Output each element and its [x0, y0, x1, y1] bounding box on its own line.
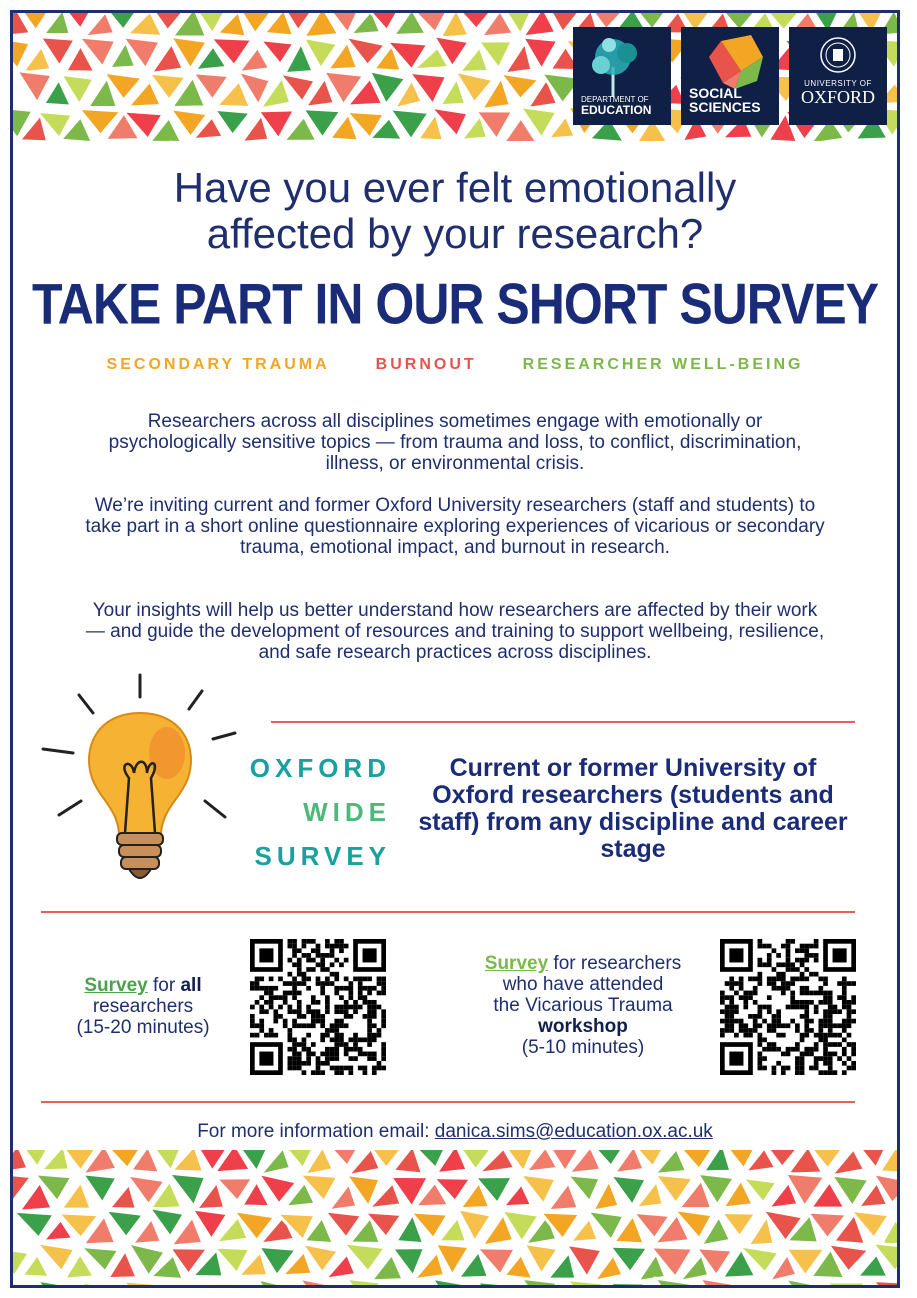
tag-burnout: BURNOUT: [375, 356, 477, 373]
mosaic-pattern: [13, 1150, 897, 1285]
invitation-paragraph: We’re inviting current and former Oxford University researchers (staff and students) to take part in a short online questionnaire exploring experiences of vicarious or secondary trauma, emotional impact, and burnout in research.: [85, 495, 825, 558]
university-of-oxford-logo: [789, 27, 887, 125]
divider-line: [41, 911, 855, 913]
ows-word-wide: WIDE: [303, 797, 391, 827]
poster-frame: [10, 10, 900, 1288]
mosaic-tile: [609, 1283, 645, 1285]
oxford-logo-line2: OXFORD: [800, 87, 875, 108]
crest-icon: [789, 27, 887, 125]
social-logo-line2: SCIENCES: [689, 99, 761, 116]
headline-line2: affected by your research?: [206, 210, 704, 257]
survey-workshop-block: [453, 953, 713, 1058]
survey-workshop-text3: the Vicarious Trauma: [493, 995, 673, 1016]
divider-line: [271, 721, 855, 723]
survey-all-bold: all: [180, 975, 202, 996]
qr-code-all-survey[interactable]: [250, 939, 386, 1075]
survey-all-text: for: [147, 975, 181, 996]
oxford-logo-line1: UNIVERSITY OF: [804, 78, 872, 88]
survey-all-duration: (15-20 minutes): [76, 1017, 210, 1038]
survey-all-text2: researchers: [92, 996, 194, 1017]
ows-word-survey: SURVEY: [254, 841, 391, 871]
department-of-education-logo: [573, 27, 671, 125]
insights-paragraph: Your insights will help us better understand how researchers are affected by their work — and guide the development of resources and training to support wellbeing, resilience, and safe research practices across disciplines.: [85, 600, 825, 663]
bottom-mosaic-banner: [13, 1150, 897, 1285]
headline-line1: Have you ever felt emotionally: [173, 164, 737, 211]
tag-secondary-trauma: SECONDARY TRAUMA: [106, 356, 330, 373]
logo-group: [573, 27, 887, 125]
mosaic-tile: [211, 1283, 252, 1285]
oxford-wide-survey-label: [213, 746, 391, 878]
mosaic-tile: [741, 1284, 778, 1285]
topic-tags: [13, 356, 897, 374]
headline: [13, 165, 897, 257]
survey-all-link[interactable]: Survey: [84, 975, 148, 996]
divider-line: [41, 1101, 855, 1103]
contact-email-link[interactable]: danica.sims@education.ox.ac.uk: [434, 1121, 713, 1142]
survey-workshop-link[interactable]: Survey: [484, 953, 549, 974]
intro-paragraph: Researchers across all disciplines sometimes engage with emotionally or psychologically sensitive topics — from trauma and loss, to conflict, discrimination, illness, or environmental crisis.: [108, 411, 802, 474]
contact-line: [13, 1121, 897, 1143]
survey-workshop-bold: workshop: [538, 1016, 628, 1037]
qr-code-workshop-survey[interactable]: [720, 939, 856, 1075]
target-audience: Current or former University of Oxford researchers (students and staff) from any discipline and career stage: [418, 754, 848, 863]
mosaic-tile: [873, 1280, 897, 1285]
education-logo-line2: EDUCATION: [581, 103, 652, 118]
social-sciences-logo: [681, 27, 779, 125]
education-logo-line1: DEPARTMENT OF: [581, 95, 649, 105]
mosaic-tile: [826, 1282, 865, 1285]
contact-label: For more information email:: [197, 1121, 435, 1142]
survey-workshop-duration: (5-10 minutes): [521, 1037, 645, 1058]
ows-word-oxford: OXFORD: [249, 753, 391, 783]
tag-researcher-wellbeing: RESEARCHER WELL-BEING: [522, 356, 804, 373]
survey-all-block: [53, 975, 233, 1038]
survey-workshop-text: for researchers: [548, 953, 682, 974]
social-logo-line1: SOCIAL: [689, 84, 742, 101]
survey-workshop-text2: who have attended: [502, 974, 664, 995]
call-to-action-title: TAKE PART IN OUR SHORT SURVEY: [31, 271, 879, 337]
